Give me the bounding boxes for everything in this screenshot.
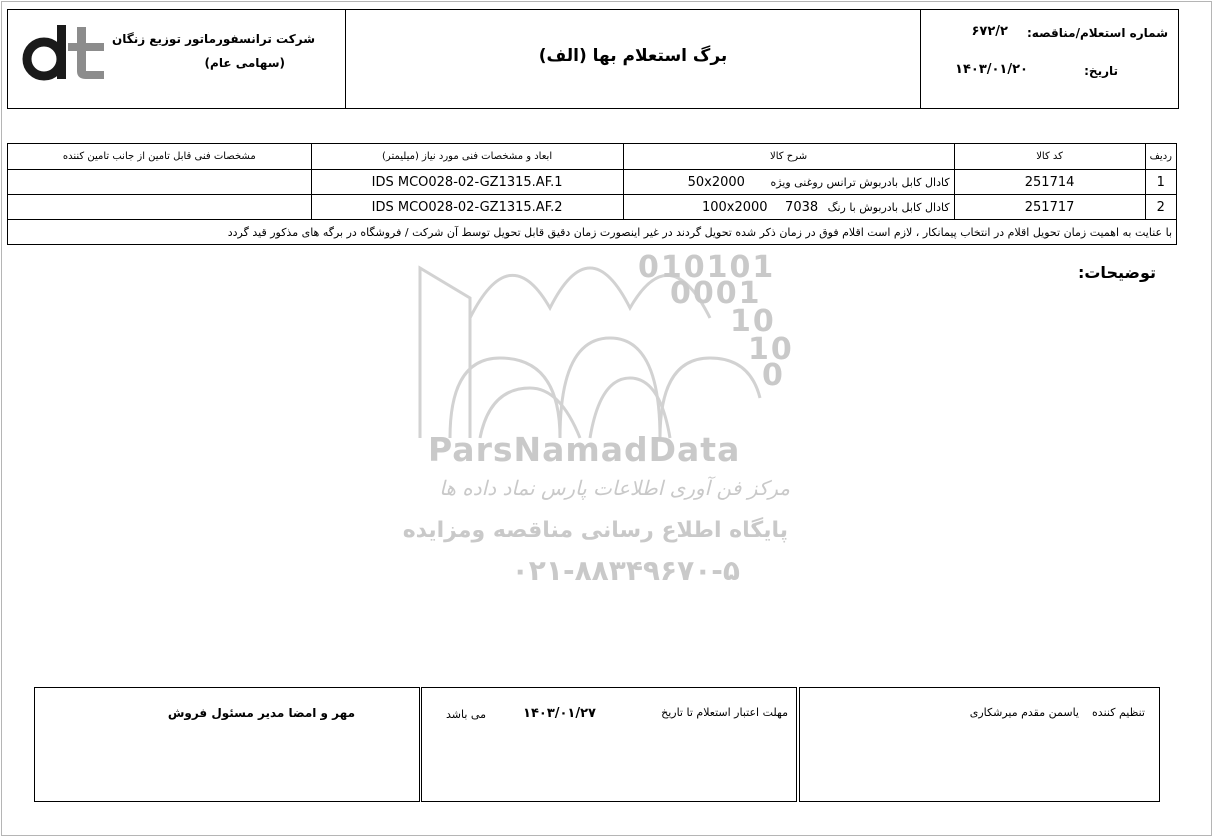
date-value: ۱۴۰۳/۰۱/۲۰ [955, 62, 1028, 77]
col-header-supplier-specs: مشخصات فنی قابل تامین از جانب تامین کننده [8, 144, 312, 170]
validity-suffix: می باشد [446, 708, 486, 721]
col-header-dimensions: ابعاد و مشخصات فنی مورد نیاز (میلیمتر) [311, 144, 623, 170]
validity-label: مهلت اعتبار استعلام تا تاریخ [661, 706, 788, 719]
document-title: برگ استعلام بها (الف) [538, 46, 728, 66]
title-cell [345, 10, 920, 108]
item-color-code: 7038 [785, 199, 819, 215]
watermark-binary-1: 010101 [638, 250, 776, 285]
inquiry-number-value: ۶۷۲/۲ [971, 24, 1008, 39]
watermark-line1: مرکز فن آوری اطلاعات پارس نماد داده ها [439, 476, 790, 500]
item-description-text: کادال کابل بادربوش با رنگ [827, 200, 950, 214]
col-header-item-code: کد کالا [954, 144, 1145, 170]
col-header-row-number: ردیف [1145, 144, 1176, 170]
prepared-by-label: تنظیم کننده [1092, 706, 1145, 719]
watermark-binary-3: 10 [730, 304, 776, 339]
validity-date: ۱۴۰۳/۰۱/۲۷ [523, 706, 596, 721]
table-row [8, 195, 1177, 220]
item-description [623, 195, 954, 220]
table-row [8, 170, 1177, 195]
company-name: شرکت ترانسفورماتور توزیع زنگان [111, 32, 315, 46]
delivery-note: با عنایت به اهمیت زمان تحویل اقلام در انتخاب پیمانکار ، لازم است اقلام فوق در زمان ذکر شده تحویل گردند در غیر اینصورت زمان دقیق قابل تحویل توسط آن شرکت / فروشگاه در برگه های مذکور قید گردد [8, 220, 1177, 245]
watermark-brand: ParsNamadData [428, 430, 741, 469]
item-size: 100x2000 [701, 199, 768, 215]
supplier-specs-cell [8, 195, 312, 220]
items-table [7, 143, 1177, 245]
document-header [7, 9, 1179, 109]
sales-stamp-label: مهر و امضا مدیر مسئول فروش [167, 706, 355, 720]
watermark-binary-2: 0001 [670, 276, 762, 311]
watermark-binary-5: 0 [762, 358, 783, 393]
date-label: تاریخ: [1084, 64, 1118, 78]
row-number: 1 [1145, 170, 1176, 195]
prepared-by-box [799, 687, 1160, 802]
item-size: 50x2000 [687, 174, 745, 190]
item-code: 251714 [954, 170, 1145, 195]
sales-stamp-box [34, 687, 420, 802]
supplier-specs-cell [8, 170, 312, 195]
item-code: 251717 [954, 195, 1145, 220]
validity-box [421, 687, 797, 802]
item-dimensions: IDS MCO028-02-GZ1315.AF.1 [311, 170, 623, 195]
col-header-description: شرح کالا [623, 144, 954, 170]
company-cell [8, 10, 345, 108]
row-number: 2 [1145, 195, 1176, 220]
item-description-text: کادال کابل بادربوش ترانس روغنی ویژه [770, 175, 950, 189]
prepared-by-name: یاسمن مقدم میرشکاری [969, 706, 1079, 719]
watermark-line2: پایگاه اطلاع رسانی مناقصه ومزایده [402, 518, 788, 543]
inquiry-meta [920, 10, 1178, 108]
company-logo [22, 21, 108, 83]
description-label: توضیحات: [1077, 263, 1156, 282]
item-dimensions: IDS MCO028-02-GZ1315.AF.2 [311, 195, 623, 220]
watermark-binary-4: 10 [748, 332, 794, 367]
item-description [623, 170, 954, 195]
inquiry-number-label: شماره استعلام/مناقصه: [1027, 26, 1168, 40]
table-header-row [8, 144, 1177, 170]
watermark-phone: ۰۲۱-۸۸۳۴۹۶۷۰-۵ [511, 554, 740, 587]
delivery-note-row [8, 220, 1177, 245]
company-type: (سهامی عام) [204, 56, 285, 70]
